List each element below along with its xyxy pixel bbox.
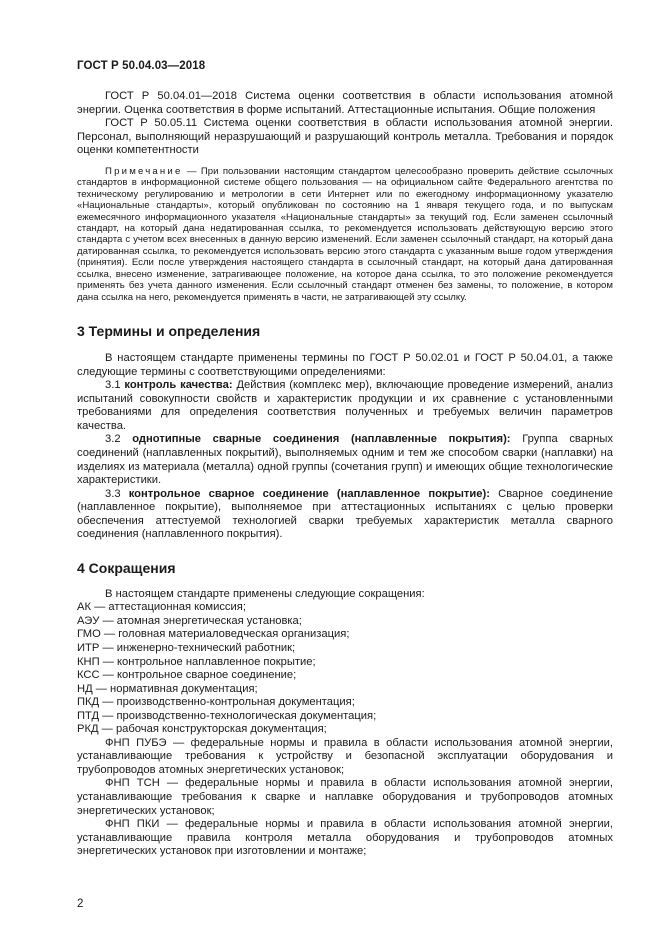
term-number: 3.2 bbox=[105, 433, 133, 446]
abbreviation-item: АК — аттестационная комиссия; bbox=[77, 601, 246, 614]
reference-item: ГОСТ Р 50.05.11 Система оценки соответствия в области использования атомной энергии. Персонал, выполняющий неразрушающий и разрушающий контроль металла. Требования и порядок оценки компетентности bbox=[77, 117, 613, 157]
note-paragraph bbox=[77, 166, 613, 303]
abbreviation-item: НД — нормативная документация; bbox=[77, 682, 258, 695]
page-number: 2 bbox=[77, 898, 84, 910]
term-number: 3.1 bbox=[105, 379, 125, 392]
abbreviation-item: ПКД — производственно-контрольная документация; bbox=[77, 696, 355, 709]
abbreviation-item: РКД — рабочая конструкторская документация; bbox=[77, 723, 327, 736]
abbreviation-item: АЭУ — атомная энергетическая установка; bbox=[77, 614, 302, 627]
term-text: Сварное соединение (наплавленное покрытие), выполняемое при аттестационных испытаниях с целью проверки обеспечения аттестуемой технологией сварки требуемых характеристик металла сварного соединения (наплавленного покрытия). bbox=[77, 487, 613, 541]
term-definition bbox=[77, 379, 613, 433]
term-text: Действия (комплекс мер), включающие проведение измерений, анализ испытаний совокупности свойств и характеристик продукции и их сравнение с установленными требованиями для определения соответствия полученных и требуемых величин параметров качества. bbox=[77, 379, 613, 432]
term-number: 3.3 bbox=[105, 487, 129, 500]
term-name: контрольное сварное соединение (наплавленное покрытие): bbox=[128, 487, 490, 500]
section-3-title: 3 Термины и определения bbox=[77, 323, 261, 340]
abbreviation-item: КСС — контрольное сварное соединение; bbox=[77, 669, 297, 682]
abbreviation-item: КНП — контрольное наплавленное покрытие; bbox=[77, 655, 316, 668]
term-text: Группа сварных соединений (наплавленных покрытий), выполняемых одним и тем же способом сварки (наплавки) на изделиях из материала (металла) одной группы (сочетания групп) и имеющих общие технологические характеристики. bbox=[77, 433, 614, 487]
term-name: однотипные сварные соединения (наплавленные покрытия): bbox=[132, 433, 511, 446]
abbreviation-item: ГМО — головная материаловедческая организация; bbox=[77, 628, 350, 641]
section-3-intro: В настоящем стандарте применены термины по ГОСТ Р 50.02.01 и ГОСТ Р 50.04.01, а также следующие термины с соответствующими определениями: bbox=[77, 352, 613, 378]
document-code-header: ГОСТ Р 50.04.03—2018 bbox=[77, 60, 206, 72]
abbreviation-item-long: ФНП ПКИ — федеральные нормы и правила в области использования атомной энергии, устанавливающие правила контроля металла оборудования и трубопроводов атомных энергетических установок при изготовлении и монтаже; bbox=[77, 818, 613, 858]
page-content bbox=[77, 90, 613, 859]
reference-item: ГОСТ Р 50.04.01—2018 Система оценки соответствия в области использования атомной энергии. Оценка соответствия в форме испытаний. Аттестационные испытания. Общие положения bbox=[77, 90, 613, 116]
term-definition bbox=[77, 433, 613, 487]
note-text: — При пользовании настоящим стандартом целесообразно проверить действие ссылочных стандартов в информационной системе общего пользования — на официальном сайте Федерального агентства по техническому регулированию и метрологии в сети Интернет или по ежегодному информационному указателю «Национальные стандарты», который опубликован по состоянию на 1 января текущего года, и по выпускам ежемесячного информационного указателя «Национальные стандарты» за текущий год. Если заменен ссылочный стандарт, на который дана недатированная ссылка, то рекомендуется использовать действующую версию этого стандарта с учетом всех внесенных в данную версию изменений. Если заменен ссылочный стандарт, на который дана датированная ссылка, то рекомендуется использовать версию этого стандарта с указанным выше годом утверждения (принятия). Если после утверждения настоящего стандарта в ссылочный стандарт, на который дана датированная ссылка, внесено изменение, затрагивающее положение, на которое дана ссылка, то это положение рекомендуется применять без учета данного изменения. Если ссылочный стандарт отменен без замены, то положение, в котором дана ссылка на него, рекомендуется применять в части, не затрагивающей эту ссылку. bbox=[77, 165, 613, 303]
section-4-intro: В настоящем стандарте применены следующие сокращения: bbox=[105, 587, 425, 600]
term-name: контроль качества: bbox=[124, 379, 233, 392]
abbreviation-item: ИТР — инженерно-технический работник; bbox=[77, 642, 296, 655]
note-label: Примечание bbox=[105, 165, 183, 177]
term-definition bbox=[77, 488, 613, 542]
abbreviation-item: ПТД — производственно-технологическая документация; bbox=[77, 709, 377, 722]
section-4-title: 4 Сокращения bbox=[77, 559, 176, 576]
abbreviation-item-long: ФНП ТСН — федеральные нормы и правила в области использования атомной энергии, устанавливающие требования к сварке и наплавке оборудования и трубопроводов атомных энергетических установок; bbox=[77, 777, 613, 817]
abbreviation-item-long: ФНП ПУБЭ — федеральные нормы и правила в области использования атомной энергии, устанавливающие требования к устройству и безопасной эксплуатации оборудования и трубопроводов атомных энергетических установок; bbox=[77, 736, 613, 776]
